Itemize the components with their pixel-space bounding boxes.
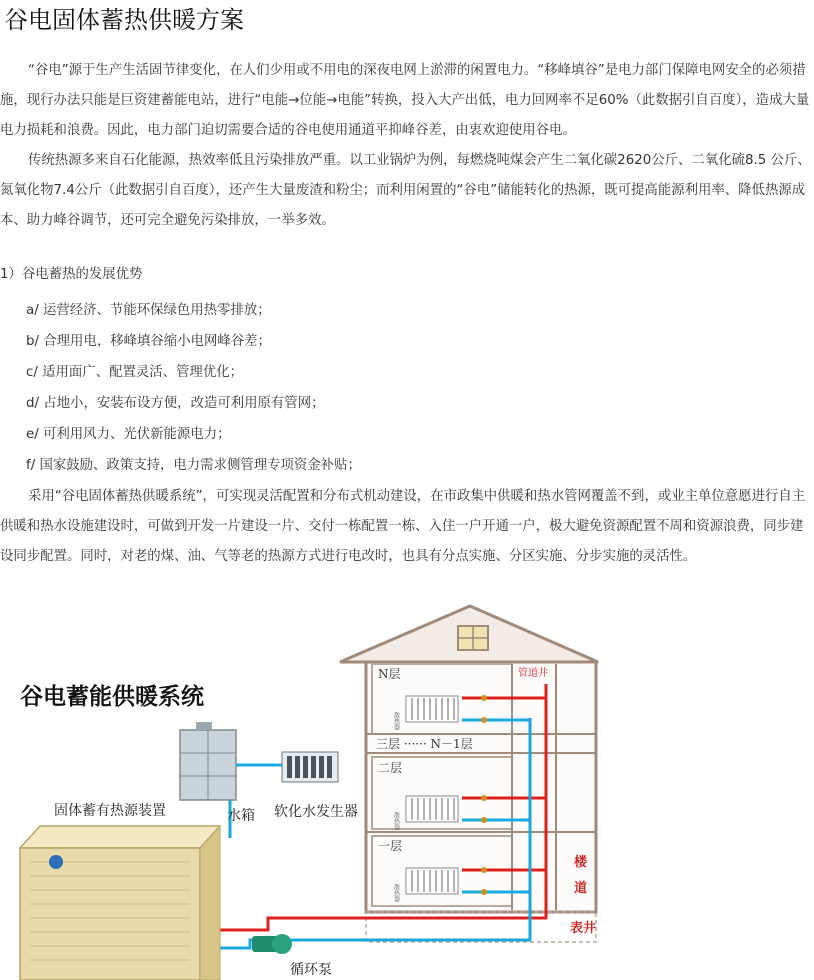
advantage-item-d: d/ 占地小，安装布设方便，改造可利用原有管网； — [26, 396, 325, 411]
company-logo-icon — [49, 855, 63, 869]
heating-system-diagram — [0, 600, 814, 980]
floor-2-label: 二层 — [378, 761, 403, 775]
circulation-pump — [252, 934, 292, 954]
paragraph-traditional-heat: 传统热源多来自石化能源，热效率低且污染排放严重。以工业锅炉为例，每燃烧吨煤会产生二氧化碳2620公斤、二氧化硫8.5 公斤、氮氧化物7.4公斤（此数据引自百度），还产生大量废渣和粉尘；而利用闲置的“谷电”储能转化的热源，既可提高能源利用率、降低热源成本、助力峰谷调节，还可完全避免污染排放，一举多效。 — [0, 153, 811, 228]
advantage-item-f: f/ 国家鼓励、政策支持，电力需求侧管理专项资金补贴； — [26, 458, 361, 473]
water-tank — [180, 722, 236, 800]
radiator-1 — [406, 868, 458, 894]
heat-source-label: 固体蓄有热源装置 — [54, 803, 166, 819]
paragraph-valley-electricity: “谷电”源于生产生活固节律变化，在人们少用或不用电的深夜电网上淤滞的闲置电力。“移峰填谷”是电力部门保障电网安全的必须措施，现行办法只能是巨资建蓄能电站，进行“电能→位能→电能”转换，投入大产出低，电力回网率不足60%（此数据引自百度），造成大量电力损耗和浪费。因此，电力部门迫切需要合适的谷电使用通道平抑峰谷差，由衷欢迎使用谷电。 — [0, 63, 810, 138]
heat-source-cabinet — [20, 826, 220, 980]
radiator-n — [406, 696, 458, 722]
surface-well-label: 表井 — [570, 921, 597, 936]
stairwell-label-2: 道 — [574, 881, 588, 896]
pipe-shaft-label: 管道井 — [518, 668, 548, 679]
advantage-item-e: e/ 可利用风力、光伏新能源电力； — [26, 427, 231, 442]
advantage-item-a: a/ 运营经济、节能环保绿色用热零排放； — [26, 303, 271, 318]
diagram-title: 谷电蓄能供暖系统 — [20, 684, 204, 710]
floor-1-label: 一层 — [378, 839, 403, 853]
floor-n-label: N层 — [378, 667, 401, 681]
advantage-item-b: b/ 合理用电，移峰填谷缩小电网峰谷差； — [26, 334, 271, 349]
water-tank-label: 水箱 — [227, 808, 255, 824]
paragraph-closing: 采用“谷电固体蓄热供暖系统”，可实现灵活配置和分布式机动建设，在市政集中供暖和热水管网覆盖不到，或业主单位意愿进行自主供暖和热水设施建设时，可做到开发一片建设一片、交付一栋配置一栋、入住一户开通一户，极大避免资源配置不周和资源浪费，同步建设同步配置。同时，对老的煤、油、气等老的热源方式进行电改时，也具有分点实施、分区实施、分步实施的灵活性。 — [0, 489, 806, 564]
water-softener — [282, 752, 338, 782]
pump-label: 循环泵 — [290, 962, 332, 978]
radiator-n-label: 散热器 — [392, 712, 400, 730]
radiator-2 — [406, 796, 458, 822]
softener-label: 软化水发生器 — [274, 804, 358, 820]
advantage-item-c: c/ 适用面广、配置灵活、管理优化； — [26, 365, 243, 380]
floor-3-label: 三层 ······ N－1层 — [376, 737, 473, 751]
section-heading: 1）谷电蓄热的发展优势 — [0, 267, 143, 282]
stairwell-label-1: 楼 — [574, 855, 588, 870]
page-title: 谷电固体蓄热供暖方案 — [4, 6, 244, 34]
radiator-1-label: 散热器 — [392, 884, 400, 902]
radiator-2-label: 散热器 — [392, 812, 400, 830]
